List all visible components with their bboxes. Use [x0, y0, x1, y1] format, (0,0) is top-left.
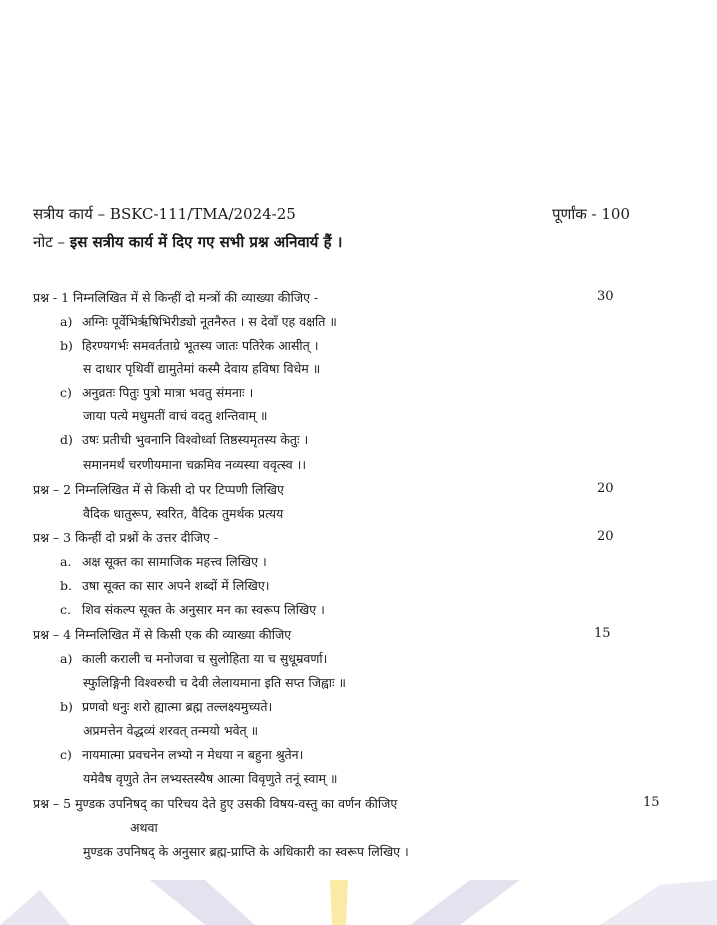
- item-text: उषा सूक्त का सार अपने शब्दों में लिखिए।: [82, 578, 270, 593]
- note-prefix: नोट –: [33, 233, 66, 251]
- item-text: अक्ष सूक्त का सामाजिक महत्त्व लिखिए ।: [82, 554, 267, 569]
- item-label: c): [60, 747, 72, 762]
- question-2-topics: वैदिक धातुरूप, स्वरित, वैदिक तुमर्थक प्रत्यय: [83, 506, 284, 521]
- question-2-marks: 20: [597, 481, 614, 496]
- q1-item-b: [60, 337, 318, 354]
- q1-item-d-line2: समानमर्थं चरणीयमाना चक्रमिव नव्यस्या ववृत्स्व ।।: [83, 457, 307, 472]
- question-1-marks: 30: [597, 289, 614, 304]
- item-text: प्रणवो धनुः शरो ह्यात्मा ब्रह्म तल्लक्ष्यमुच्यते।: [82, 699, 273, 714]
- note-text: इस सत्रीय कार्य में दिए गए सभी प्रश्न अनिवार्य हैं ।: [69, 233, 343, 251]
- item-text: हिरण्यगर्भः समवर्तताग्रे भूतस्य जातः पतिरेक आसीत् ।: [82, 338, 319, 353]
- q4-item-c: [60, 746, 303, 763]
- q3-item-c: [60, 601, 325, 618]
- item-label: b.: [60, 578, 72, 593]
- item-label: b): [60, 338, 73, 353]
- question-5-marks: 15: [643, 795, 660, 810]
- watermark-graphic: [0, 880, 717, 925]
- q3-item-a: [60, 553, 267, 570]
- q4-item-a-line2: स्फुलिङ्गिनी विश्वरुची च देवी लेलायमाना इति सप्त जिह्वाः ॥: [83, 675, 346, 690]
- item-label: c.: [60, 602, 71, 617]
- total-marks: पूर्णांक - 100: [552, 205, 631, 223]
- assignment-code: सत्रीय कार्य – BSKC-111/TMA/2024-25: [33, 205, 296, 223]
- question-5-title: प्रश्न – 5 मुण्डक उपनिषद् का परिचय देते हुए उसकी विषय-वस्तु का वर्णन कीजिए: [33, 796, 398, 811]
- item-label: b): [60, 699, 73, 714]
- item-text: नायमात्मा प्रवचनेन लभ्यो न मेधया न बहुना श्रुतेन।: [82, 747, 304, 762]
- question-5-alternative: मुण्डक उपनिषद् के अनुसार ब्रह्म-प्राप्ति के अधिकारी का स्वरूप लिखिए ।: [83, 844, 409, 859]
- item-label: a.: [60, 554, 72, 569]
- question-5-or: अथवा: [130, 820, 158, 835]
- item-text: अनुव्रतः पितुः पुत्रो मात्रा भवतु संमनाः ।: [82, 385, 254, 400]
- q4-item-b-line2: अप्रमत्तेन वेद्धव्यं शरवत् तन्मयो भवेत् ॥: [83, 723, 259, 738]
- item-label: a): [60, 314, 73, 329]
- item-label: d): [60, 432, 73, 447]
- question-3-title: प्रश्न – 3 किन्हीं दो प्रश्नों के उत्तर दीजिए -: [33, 530, 219, 545]
- question-2-title: प्रश्न – 2 निम्नलिखित में से किसी दो पर टिप्पणी लिखिए: [33, 482, 284, 497]
- q1-item-b-line2: स दाधार पृथिवीं द्यामुतेमां कस्मै देवाय हविषा विधेम ॥: [83, 361, 321, 376]
- item-text: उषः प्रतीची भुवनानि विश्वोर्ध्वा तिष्ठस्यमृतस्य केतुः ।: [82, 432, 309, 447]
- q4-item-c-line2: यमेवैष वृणुते तेन लभ्यस्तस्यैष आत्मा विवृणुते तनूं स्वाम् ॥: [83, 771, 338, 786]
- question-4-marks: 15: [594, 626, 611, 641]
- q4-item-b: [60, 698, 272, 715]
- q1-item-c: [60, 384, 253, 401]
- item-text: शिव संकल्प सूक्त के अनुसार मन का स्वरूप लिखिए ।: [82, 602, 325, 617]
- item-text: अग्निः पूर्वेभिर्ऋषिभिरीड्यो नूतनैरुत । स देवाँ एह वक्षति ॥: [82, 314, 337, 329]
- question-1-title: प्रश्न - 1 निम्नलिखित में से किन्हीं दो मन्त्रों की व्याख्या कीजिए -: [33, 290, 319, 305]
- q1-item-c-line2: जाया पत्ये मधुमतीं वाचं वदतु शन्तिवाम् ॥: [83, 408, 268, 423]
- q1-item-a: [60, 313, 337, 330]
- item-label: c): [60, 385, 72, 400]
- q4-item-a: [60, 650, 327, 667]
- q3-item-b: [60, 577, 269, 594]
- q1-item-d: [60, 431, 308, 448]
- question-3-marks: 20: [597, 529, 614, 544]
- question-4-title: प्रश्न – 4 निम्नलिखित में से किसी एक की व्याख्या कीजिए: [33, 627, 292, 642]
- instruction-note: [33, 232, 342, 252]
- item-label: a): [60, 651, 73, 666]
- item-text: काली कराली च मनोजवा च सुलोहिता या च सुधूम्रवर्णा।: [82, 651, 328, 666]
